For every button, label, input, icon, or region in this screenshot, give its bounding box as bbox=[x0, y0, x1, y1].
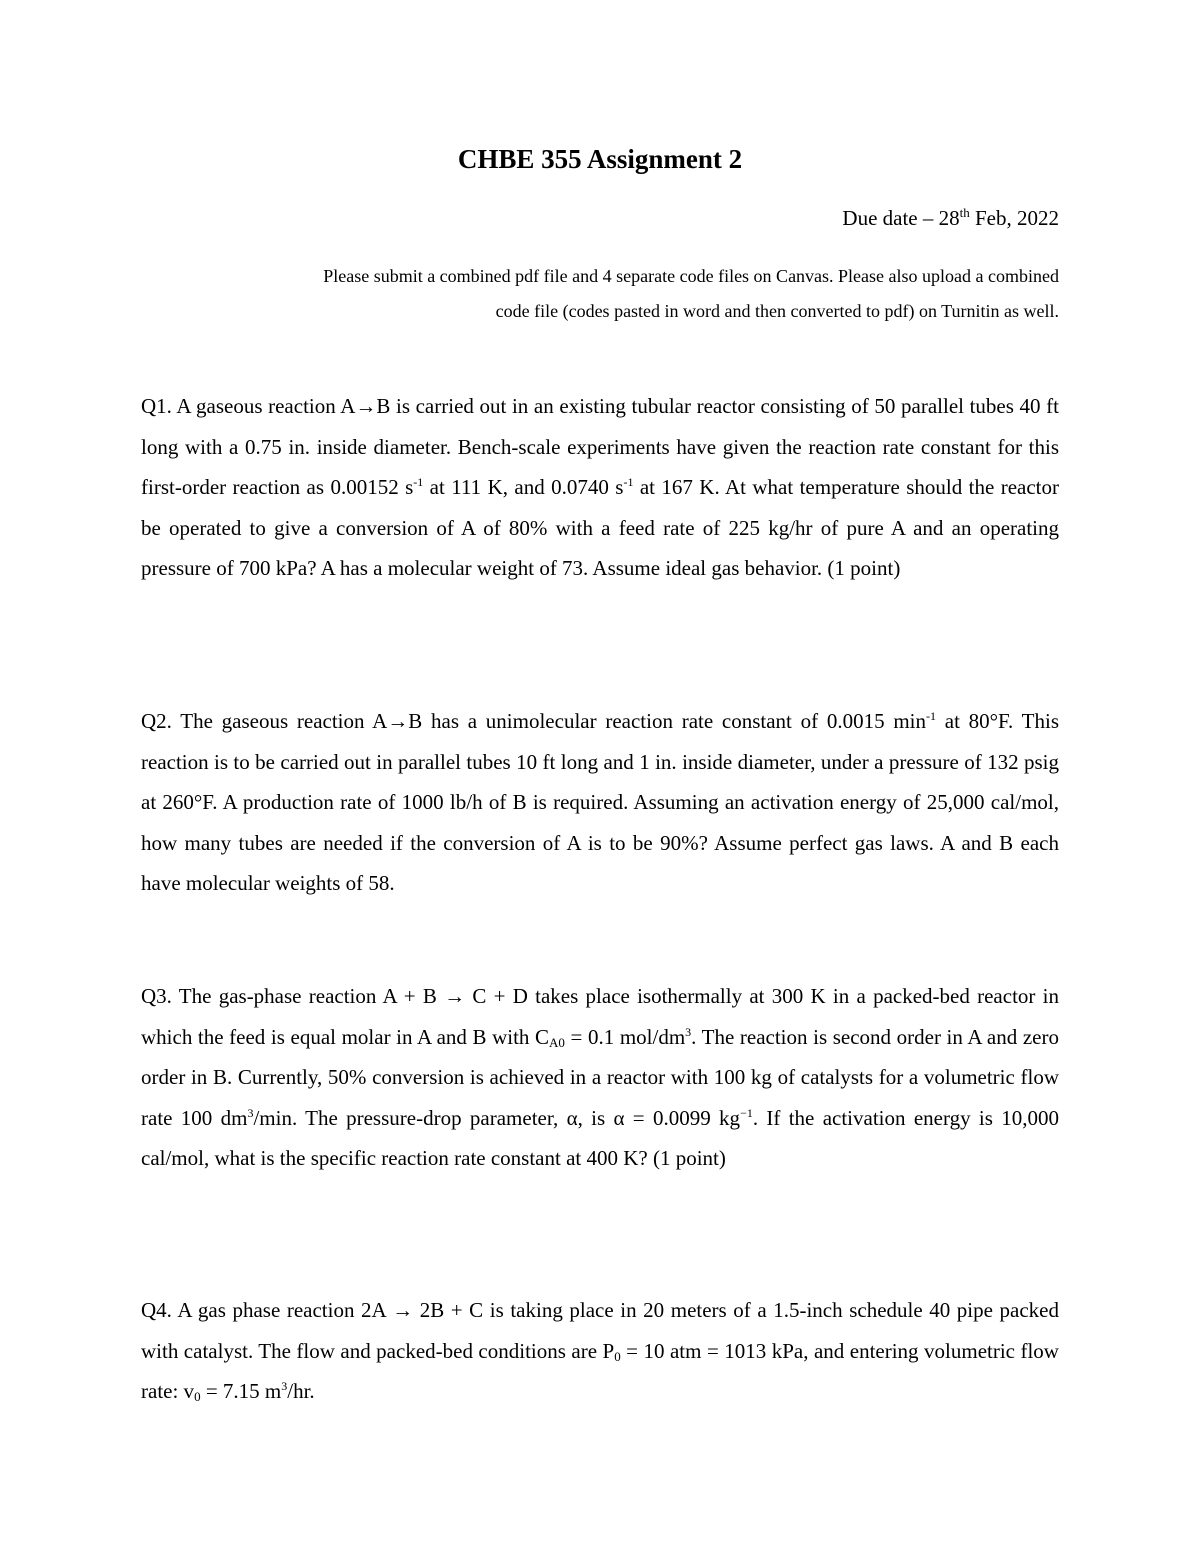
due-date bbox=[842, 203, 1059, 233]
q2-text-2: at 80°F. This reaction is to be carried out in parallel tubes 10 ft long and 1 in. inside diameter, under a pressure of 132 psig at 260°F. A production rate of 1000 lb/h of B is required. Assuming an activation energy of 25,000 cal/mol, how many tubes are needed if the conversion of A is to be 90%? Assume perfect gas laws. A and B each have molecular weights of 58. bbox=[141, 709, 1059, 896]
q3-exponent-1: 3 bbox=[685, 1024, 692, 1039]
due-date-prefix: Due date – 28 bbox=[842, 206, 960, 230]
q1-text-1: Q1. A gaseous reaction A→B is carried out in an existing tubular reactor consisting of 50 parallel tubes 40 ft long with a 0.75 in. inside diameter. Bench-scale experiments have given the reaction rate constant for this first-order reaction as 0.00152 s bbox=[141, 394, 1059, 500]
q3-text-4: /min. The pressure-drop parameter, α, is α = 0.0099 kg bbox=[253, 1105, 741, 1130]
q4-text-1: Q4. A gas phase reaction 2A → 2B + C is taking place in 20 meters of a 1.5-inch schedule 40 pipe packed with catalyst. The flow and packed-bed conditions are P bbox=[141, 1298, 1059, 1363]
q3-text-1: Q3. The gas-phase reaction A + B → C + D takes place isothermally at 300 K in a packed-bed reactor in which the feed is equal molar in A and B with C bbox=[141, 984, 1059, 1049]
question-4 bbox=[141, 1290, 1059, 1412]
page-title: CHBE 355 Assignment 2 bbox=[457, 144, 743, 174]
q1-text-2: at 111 K, and 0.0740 s bbox=[423, 475, 624, 500]
instructions-line-1: Please submit a combined pdf file and 4 separate code files on Canvas. Please also upload a combined bbox=[323, 266, 1059, 286]
q3-exponent-3: −1 bbox=[740, 1105, 753, 1120]
q3-exponent-2: 3 bbox=[247, 1105, 254, 1120]
question-3 bbox=[141, 976, 1059, 1179]
q4-exponent-1: 3 bbox=[281, 1379, 288, 1394]
q3-text-3: . The reaction is second order in A and zero order in B. Currently, 50% conversion is achieved in a reactor with 100 kg of catalysts for a volumetric flow rate 100 dm bbox=[141, 1024, 1059, 1130]
q4-text-4: /hr. bbox=[287, 1379, 315, 1404]
q4-text-2: = 10 atm = 1013 kPa, and entering volumetric flow rate: v bbox=[141, 1338, 1059, 1404]
q1-exponent-2: -1 bbox=[623, 475, 634, 490]
q3-subscript-1: A0 bbox=[549, 1034, 565, 1050]
q2-text-1: Q2. The gaseous reaction A→B has a unimolecular reaction rate constant of 0.0015 min bbox=[141, 709, 927, 733]
q1-text-3: at 167 K. At what temperature should the reactor be operated to give a conversion of A of 80% with a feed rate of 225 kg/hr of pure A and an operating pressure of 700 kPa? A has a molecular weight of 73. Assume ideal gas behavior. (1 point) bbox=[141, 475, 1060, 581]
q1-exponent-1: -1 bbox=[413, 475, 424, 490]
instructions-line-2: code file (codes pasted in word and then converted to pdf) on Turnitin as well. bbox=[495, 301, 1059, 321]
q2-exponent-1: -1 bbox=[926, 709, 937, 723]
q4-subscript-2: 0 bbox=[194, 1389, 201, 1405]
due-date-ordinal: th bbox=[959, 205, 970, 220]
q3-text-5: . If the activation energy is 10,000 cal/mol, what is the specific reaction rate constant at 400 K? (1 point) bbox=[141, 1105, 1059, 1171]
due-date-suffix: Feb, 2022 bbox=[969, 206, 1059, 230]
question-1 bbox=[141, 386, 1059, 589]
q4-subscript-1: 0 bbox=[614, 1348, 621, 1364]
submission-instructions bbox=[141, 259, 1059, 329]
q3-text-2: = 0.1 mol/dm bbox=[564, 1024, 686, 1049]
q4-text-3: = 7.15 m bbox=[200, 1379, 282, 1404]
question-2 bbox=[141, 701, 1059, 904]
